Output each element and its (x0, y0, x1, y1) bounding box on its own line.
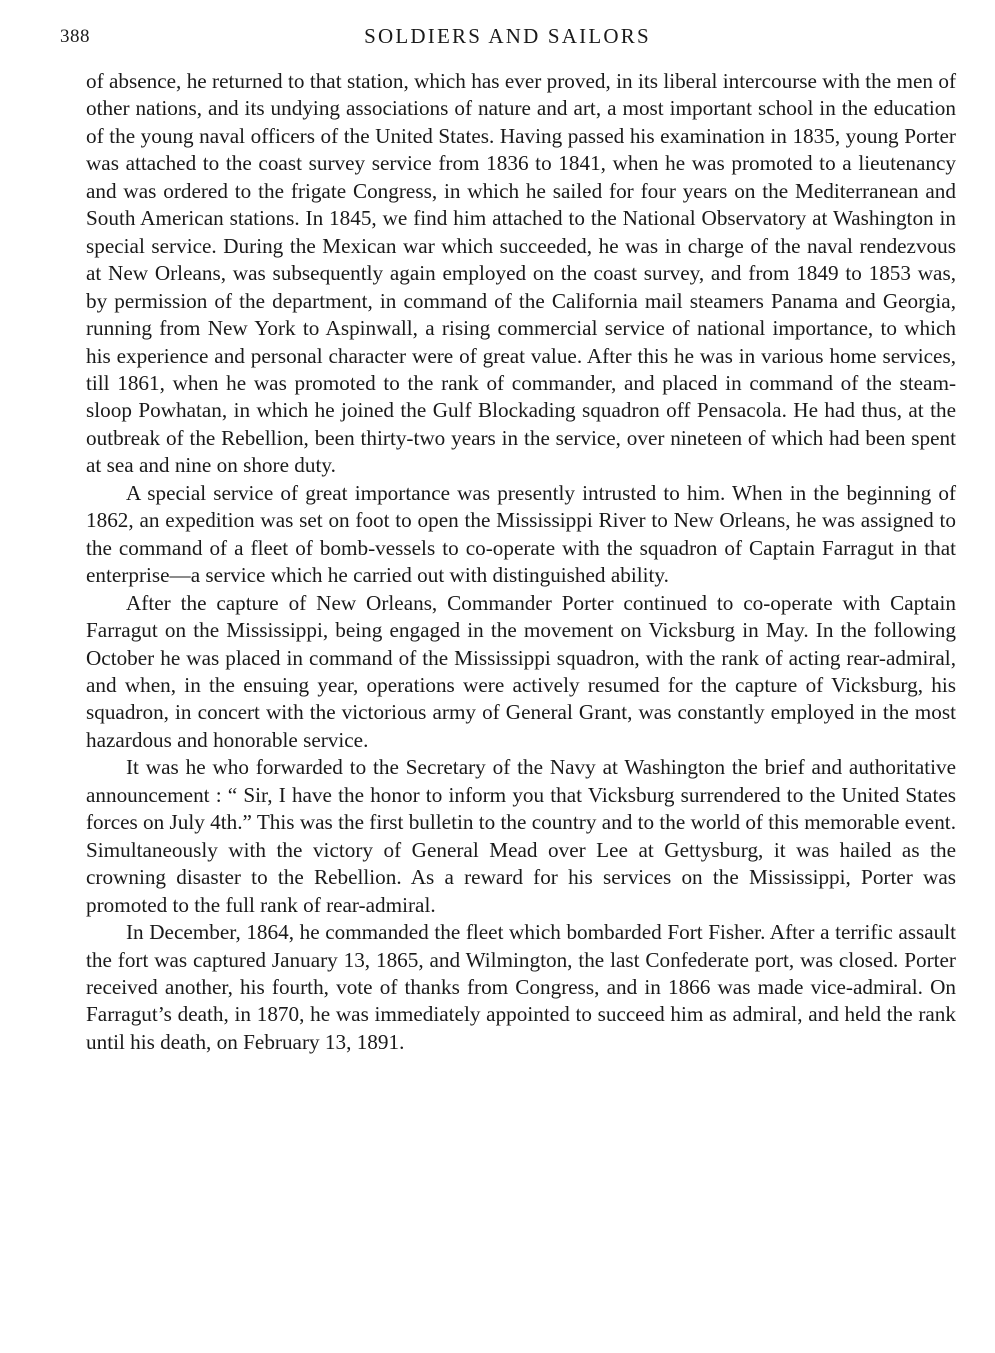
paragraph: After the capture of New Orleans, Commander Porter continued to co-operate with Captain Farragut on the Mississippi, being engaged in the movement on Vicksburg in May. In the following October he was placed in command of the Mississippi squadron, with the rank of acting rear-admiral, and when, in the ensuing year, operations were actively resumed for the capture of Vicksburg, his squadron, in concert with the victorious army of General Grant, was constantly employed in the most hazardous and honorable service. (86, 590, 956, 752)
page-header (60, 20, 955, 56)
page-number: 388 (60, 26, 90, 47)
running-head: SOLDIERS AND SAILORS (364, 24, 651, 48)
body-text (86, 68, 956, 1056)
paragraph: of absence, he returned to that station, which has ever proved, in its liberal intercourse with the men of other nations, and its undying associations of nature and art, a most important school in the education of the young naval officers of the United States. Having passed his examination in 1835, young Porter was attached to the coast survey service from 1836 to 1841, when he was promoted to a lieutenancy and was ordered to the frigate Congress, in which he sailed for four years on the Mediterranean and South American stations. In 1845, we find him attached to the National Observatory at Washington in special service. During the Mexican war which succeeded, he was in charge of the naval rendezvous at New Orleans, was subsequently again employed on the coast survey, and from 1849 to 1853 was, by permission of the department, in command of the California mail steamers Panama and Georgia, running from New York to Aspinwall, a rising commercial service of national importance, to which his experience and personal character were of great value. After this he was in various home services, till 1861, when he was promoted to the rank of commander, and placed in command of the steam-sloop Powhatan, in which he joined the Gulf Blockading squadron off Pensacola. He had thus, at the outbreak of the Rebellion, been thirty-two years in the service, over nineteen of which had been spent at sea and nine on shore duty. (86, 69, 956, 478)
paragraph: In December, 1864, he commanded the fleet which bombarded Fort Fisher. After a terrific assault the fort was captured January 13, 1865, and Wilmington, the last Confederate port, was closed. Porter received another, his fourth, vote of thanks from Congress, and in 1866 was made vice-admiral. On Farragut’s death, in 1870, he was immediately appointed to succeed him as admiral, and held the rank until his death, on February 13, 1891. (86, 920, 956, 1054)
paragraph: It was he who forwarded to the Secretary of the Navy at Washington the brief and authoritative announcement : “ Sir, I have the honor to inform you that Vicksburg surrendered to the United States forces on July 4th.” This was the first bulletin to the country and to the world of this memorable event. Simultaneously with the victory of General Mead over Lee at Gettysburg, it was hailed as the crowning disaster to the Rebellion. As a reward for his services on the Mississippi, Porter was promoted to the full rank of rear-admiral. (86, 755, 956, 917)
paragraph: A special service of great importance was presently intrusted to him. When in the beginning of 1862, an expedition was set on foot to open the Mississippi River to New Orleans, he was assigned to the command of a fleet of bomb-vessels to co-operate with the squadron of Captain Farragut in that enterprise—a service which he carried out with distinguished ability. (86, 480, 956, 588)
